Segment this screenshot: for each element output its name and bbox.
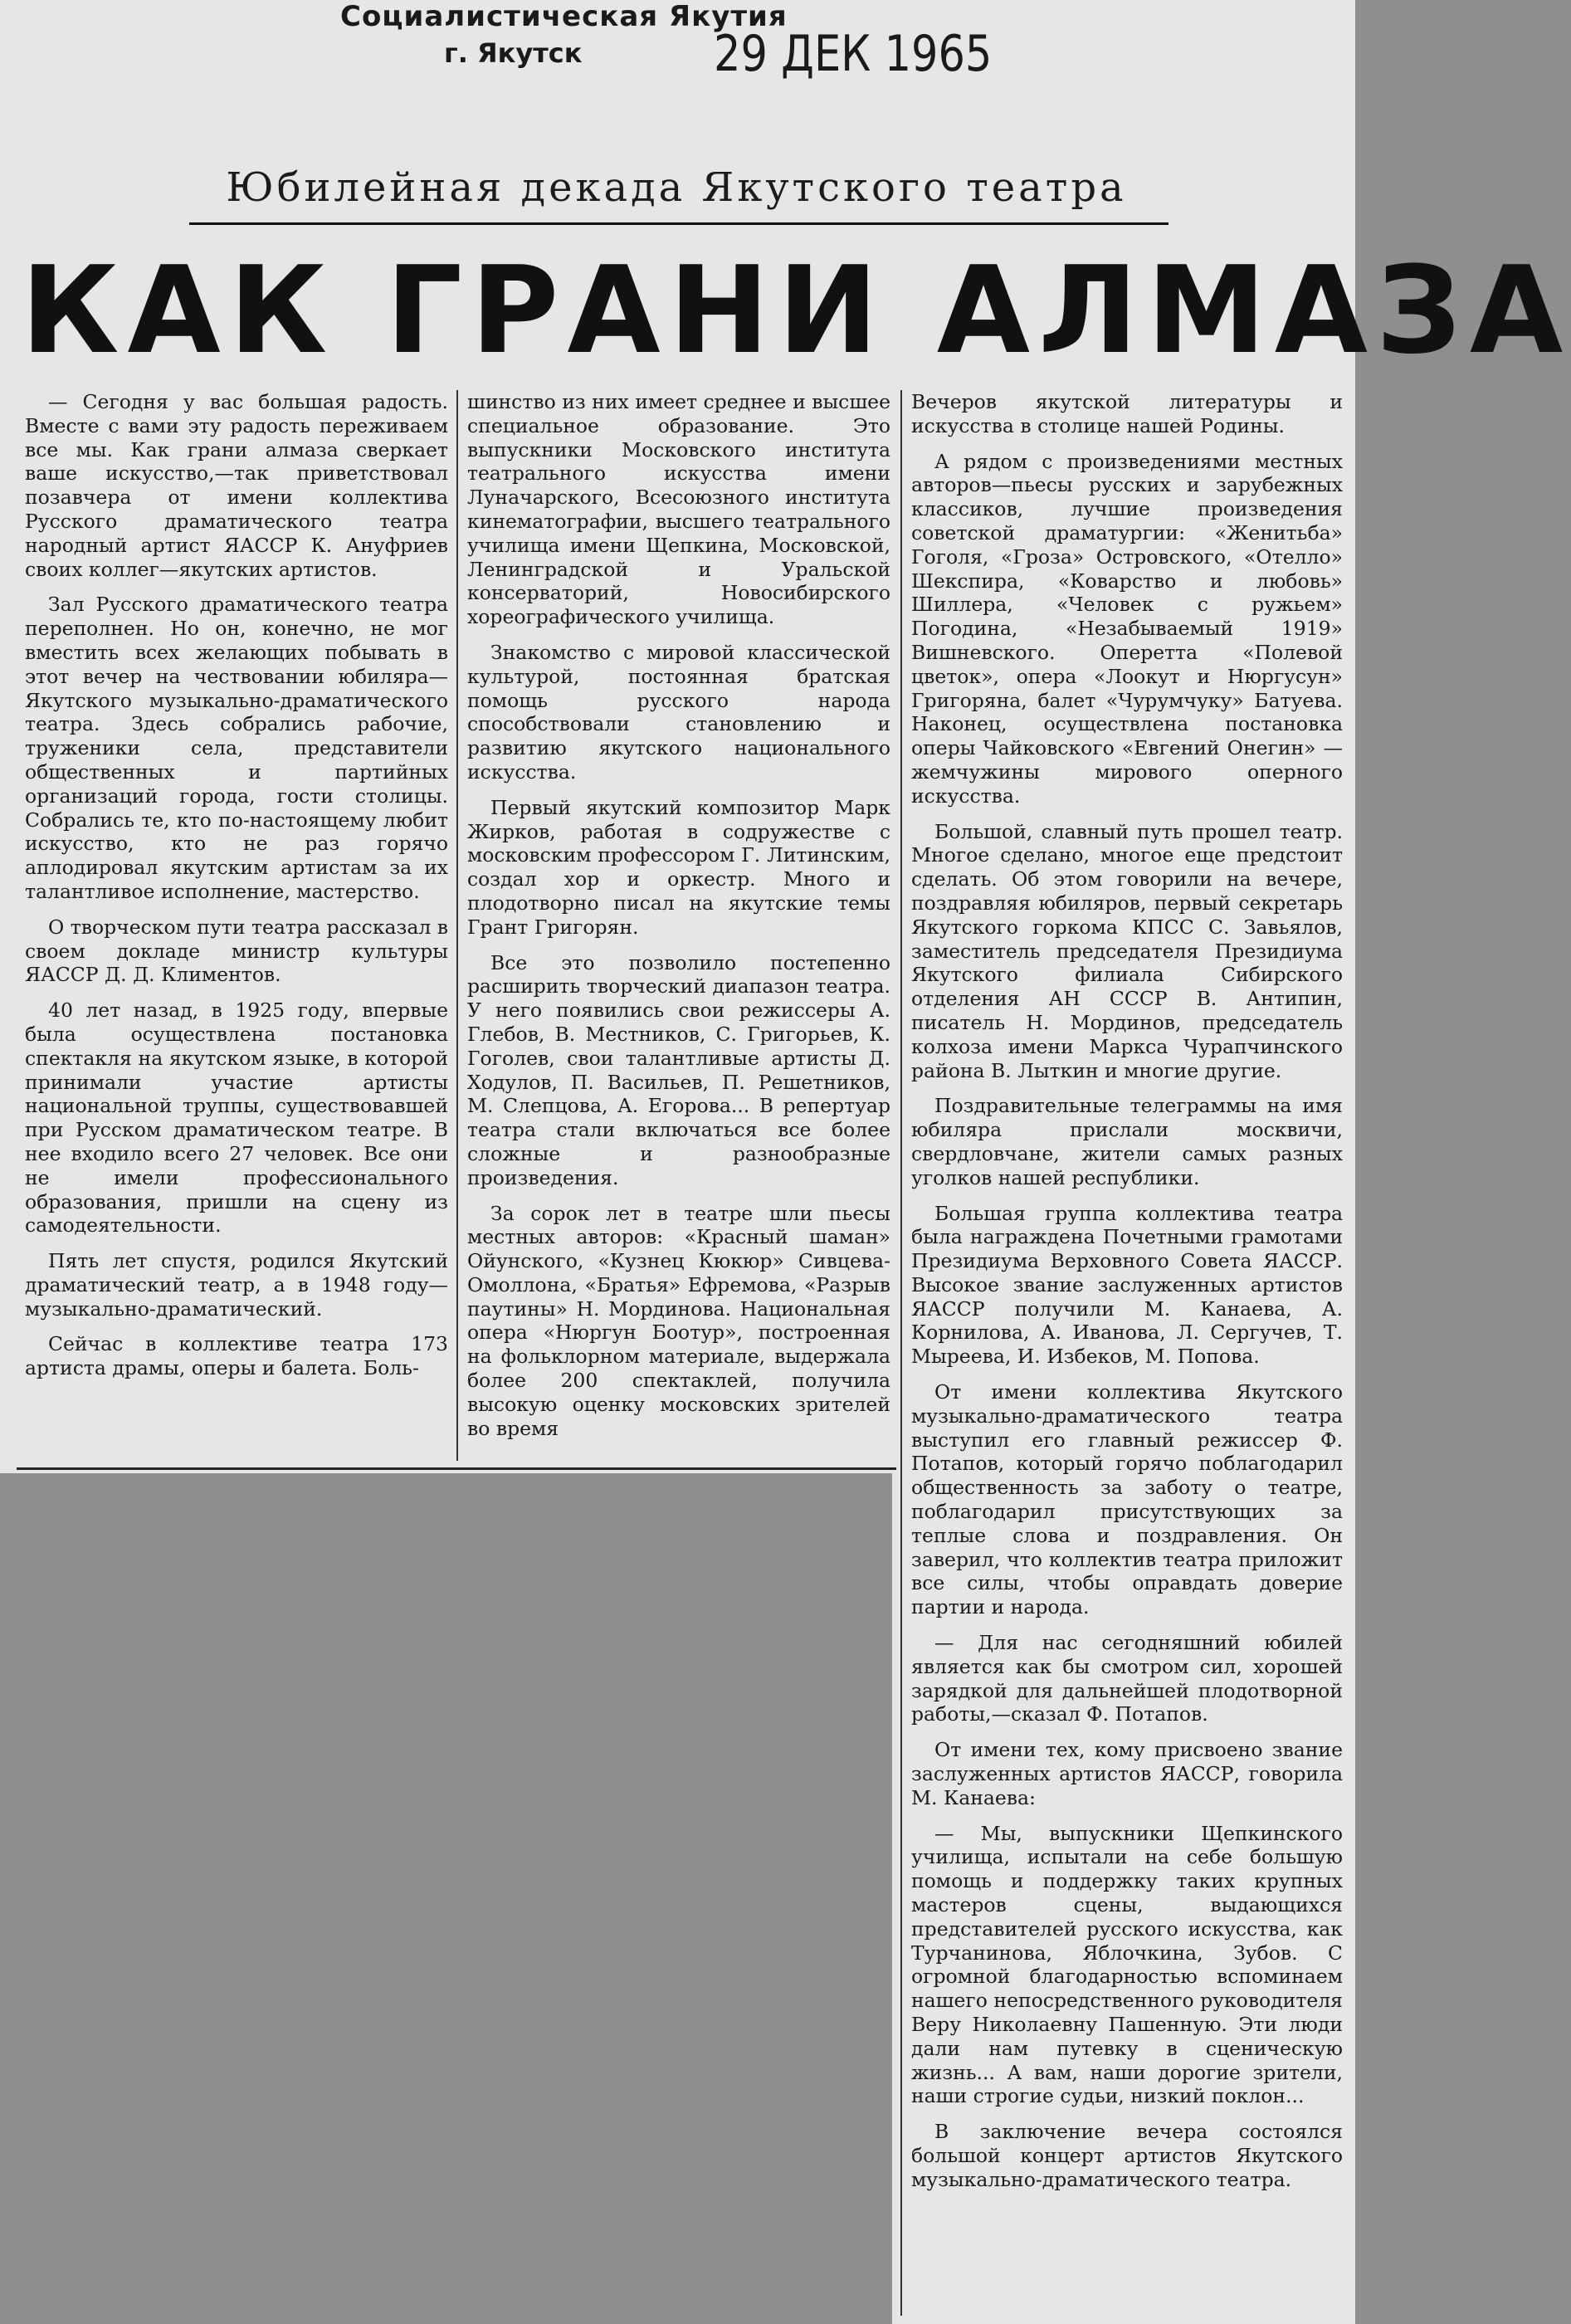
- paragraph: Сейчас в коллективе театра 173 артиста драмы, оперы и балета. Боль-: [25, 1332, 448, 1380]
- paragraph: — Мы, выпускники Щепкинского училища, испытали на себе большую помощь и поддержку таких крупных мастеров сцены, выдающихся представителей русского искусства, как Турчанинова, Яблочкина, Зубов. С огромной благодарностью вспоминаем нашего непосредственного руководителя Веру Николаевну Пашенную. Эти люди дали нам путевку в сценическую жизнь... А вам, наши дорогие зрители, наши строгие судьи, низкий поклон...: [911, 1821, 1343, 2108]
- paragraph: О творческом пути театра рассказал в своем докладе министр культуры ЯАССР Д. Д. Климентов.: [25, 915, 448, 987]
- paragraph: — Сегодня у вас большая радость. Вместе с вами эту радость переживаем все мы. Как грани алмаза сверкает ваше искусство,—так приветствовал позавчера от имени коллектива Русского драматического театра народный артист ЯАССР К. Ануфриев своих коллег—якутских артистов.: [25, 390, 448, 581]
- article-column-2: [467, 390, 890, 1452]
- paragraph: Все это позволило постепенно расширить творческий диапазон театра. У него появились свои режиссеры А. Глебов, В. Местников, С. Григорьев, К. Гоголев, свои талантливые артисты Д. Ходулов, П. Васильев, П. Решетников, М. Слепцова, А. Егорова... В репертуар театра стали включаться все более сложные и разнообразные произведения.: [467, 950, 890, 1189]
- article-column-1: [25, 390, 448, 1392]
- paragraph: Большая группа коллектива театра была награждена Почетными грамотами Президиума Верховного Совета ЯАССР. Высокое звание заслуженных артистов ЯАССР получили М. Канаева, А. Корнилова, А. Иванова, Л. Сергучев, Т. Мыреева, И. Избеков, М. Попова.: [911, 1201, 1343, 1369]
- paragraph: А рядом с произведениями местных авторов—пьесы русских и зарубежных классиков, лучшие произведения советской драматургии: «Женитьба» Гоголя, «Гроза» Островского, «Отелло» Шекспира, «Коварство и любовь» Шиллера, «Человек с ружьем» Погодина, «Незабываемый 1919» Вишневского. Оперетта «Полевой цветок», опера «Лоокут и Нюргусун» Григоряна, балет «Чурумчуку» Батуева. Наконец, осуществлена постановка оперы Чайковского «Евгений Онегин» — жемчужины мирового оперного искусства.: [911, 449, 1343, 808]
- paragraph: Большой, славный путь прошел театр. Многое сделано, многое еще предстоит сделать. Об этом говорили на вечере, поздравляя юбиляров, первый секретарь Якутского горкома КПСС С. Завьялов, заместитель председателя Президиума Якутского филиала Сибирского отделения АН СССР В. Антипин, писатель Н. Мординов, председатель колхоза имени Маркса Чурапчинского района В. Лыткин и многие другие.: [911, 819, 1343, 1082]
- headline: КАК ГРАНИ АЛМАЗА: [21, 241, 1571, 381]
- paragraph: За сорок лет в театре шли пьесы местных авторов: «Красный шаман» Ойунского, «Кузнец Кюкюр» Сивцева-Омоллона, «Братья» Ефремова, «Разрыв паутины» Н. Мординова. Национальная опера «Нюргун Боотур», построенная на фольклорном материале, выдержала более 200 спектаклей, получила высокую оценку московских зрителей во время: [467, 1201, 890, 1440]
- paragraph: Знакомство с мировой классической культурой, постоянная братская помощь русского народа способствовали становлению и развитию якутского национального искусства.: [467, 640, 890, 784]
- paragraph: — Для нас сегодняшний юбилей является как бы смотром сил, хорошей зарядкой для дальнейшей плодотворной работы,—сказал Ф. Потапов.: [911, 1631, 1343, 1726]
- newspaper-stamp: Социалистическая Якутия: [340, 0, 788, 33]
- column-rule: [456, 390, 458, 1461]
- date-stamp: 29 ДЕК 1965: [714, 25, 993, 83]
- paragraph: Поздравительные телеграммы на имя юбиляра прислали москвичи, свердловчане, жители самых разных уголков нашей республики.: [911, 1094, 1343, 1189]
- bottom-rule: [17, 1467, 896, 1470]
- paragraph: Первый якутский композитор Марк Жирков, работая в содружестве с московским профессором Г. Литинским, создал хор и оркестр. Много и плодотворно писал на якутские темы Грант Григорян.: [467, 795, 890, 939]
- paragraph: Пять лет спустя, родился Якутский драматический театр, а в 1948 году—музыкально-драматический.: [25, 1249, 448, 1321]
- paragraph: От имени коллектива Якутского музыкально-драматического театра выступил его главный режиссер Ф. Потапов, который горячо поблагодарил общественность за заботу о театре, поблагодарил присутствующих за теплые слова и поздравления. Он заверил, что коллектив театра приложит все силы, чтобы оправдать доверие партии и народа.: [911, 1380, 1343, 1619]
- article-column-3: [911, 390, 1343, 2204]
- rubric-rule: [189, 222, 1168, 225]
- paragraph: 40 лет назад, в 1925 году, впервые была осуществлена постановка спектакля на якутском языке, в которой принимали участие артисты национальной труппы, существовавшей при Русском драматическом театре. В нее входило всего 27 человек. Все они не имели профессионального образования, пришли на сцену из самодеятельности.: [25, 998, 448, 1238]
- city-stamp: г. Якутск: [444, 37, 583, 69]
- paragraph: шинство из них имеет среднее и высшее специальное образование. Это выпускники Московского института театрального искусства имени Луначарского, Всесоюзного института кинематографии, высшего театрального училища имени Щепкина, Московской, Ленинградской и Уральской консерваторий, Новосибирского хореографического училища.: [467, 390, 890, 629]
- column-rule: [900, 390, 902, 2316]
- paragraph: Вечеров якутской литературы и искусства в столице нашей Родины.: [911, 390, 1343, 437]
- paragraph: Зал Русского драматического театра переполнен. Но он, конечно, не мог вместить всех желающих побывать в этот вечер на чествовании юбиляра—Якутского музыкально-драматического театра. Здесь собрались рабочие, труженики села, представители общественных и партийных организаций города, гости столицы. Собрались те, кто по-настоящему любит искусство, кто не раз горячо аплодировал якутским артистам за их талантливое исполнение, мастерство.: [25, 593, 448, 903]
- paragraph: В заключение вечера состоялся большой концерт артистов Якутского музыкально-драматического театра.: [911, 2120, 1343, 2191]
- rubric: Юбилейная декада Якутского театра: [226, 164, 1127, 211]
- paragraph: От имени тех, кому присвоено звание заслуженных артистов ЯАССР, говорила М. Канаева:: [911, 1738, 1343, 1809]
